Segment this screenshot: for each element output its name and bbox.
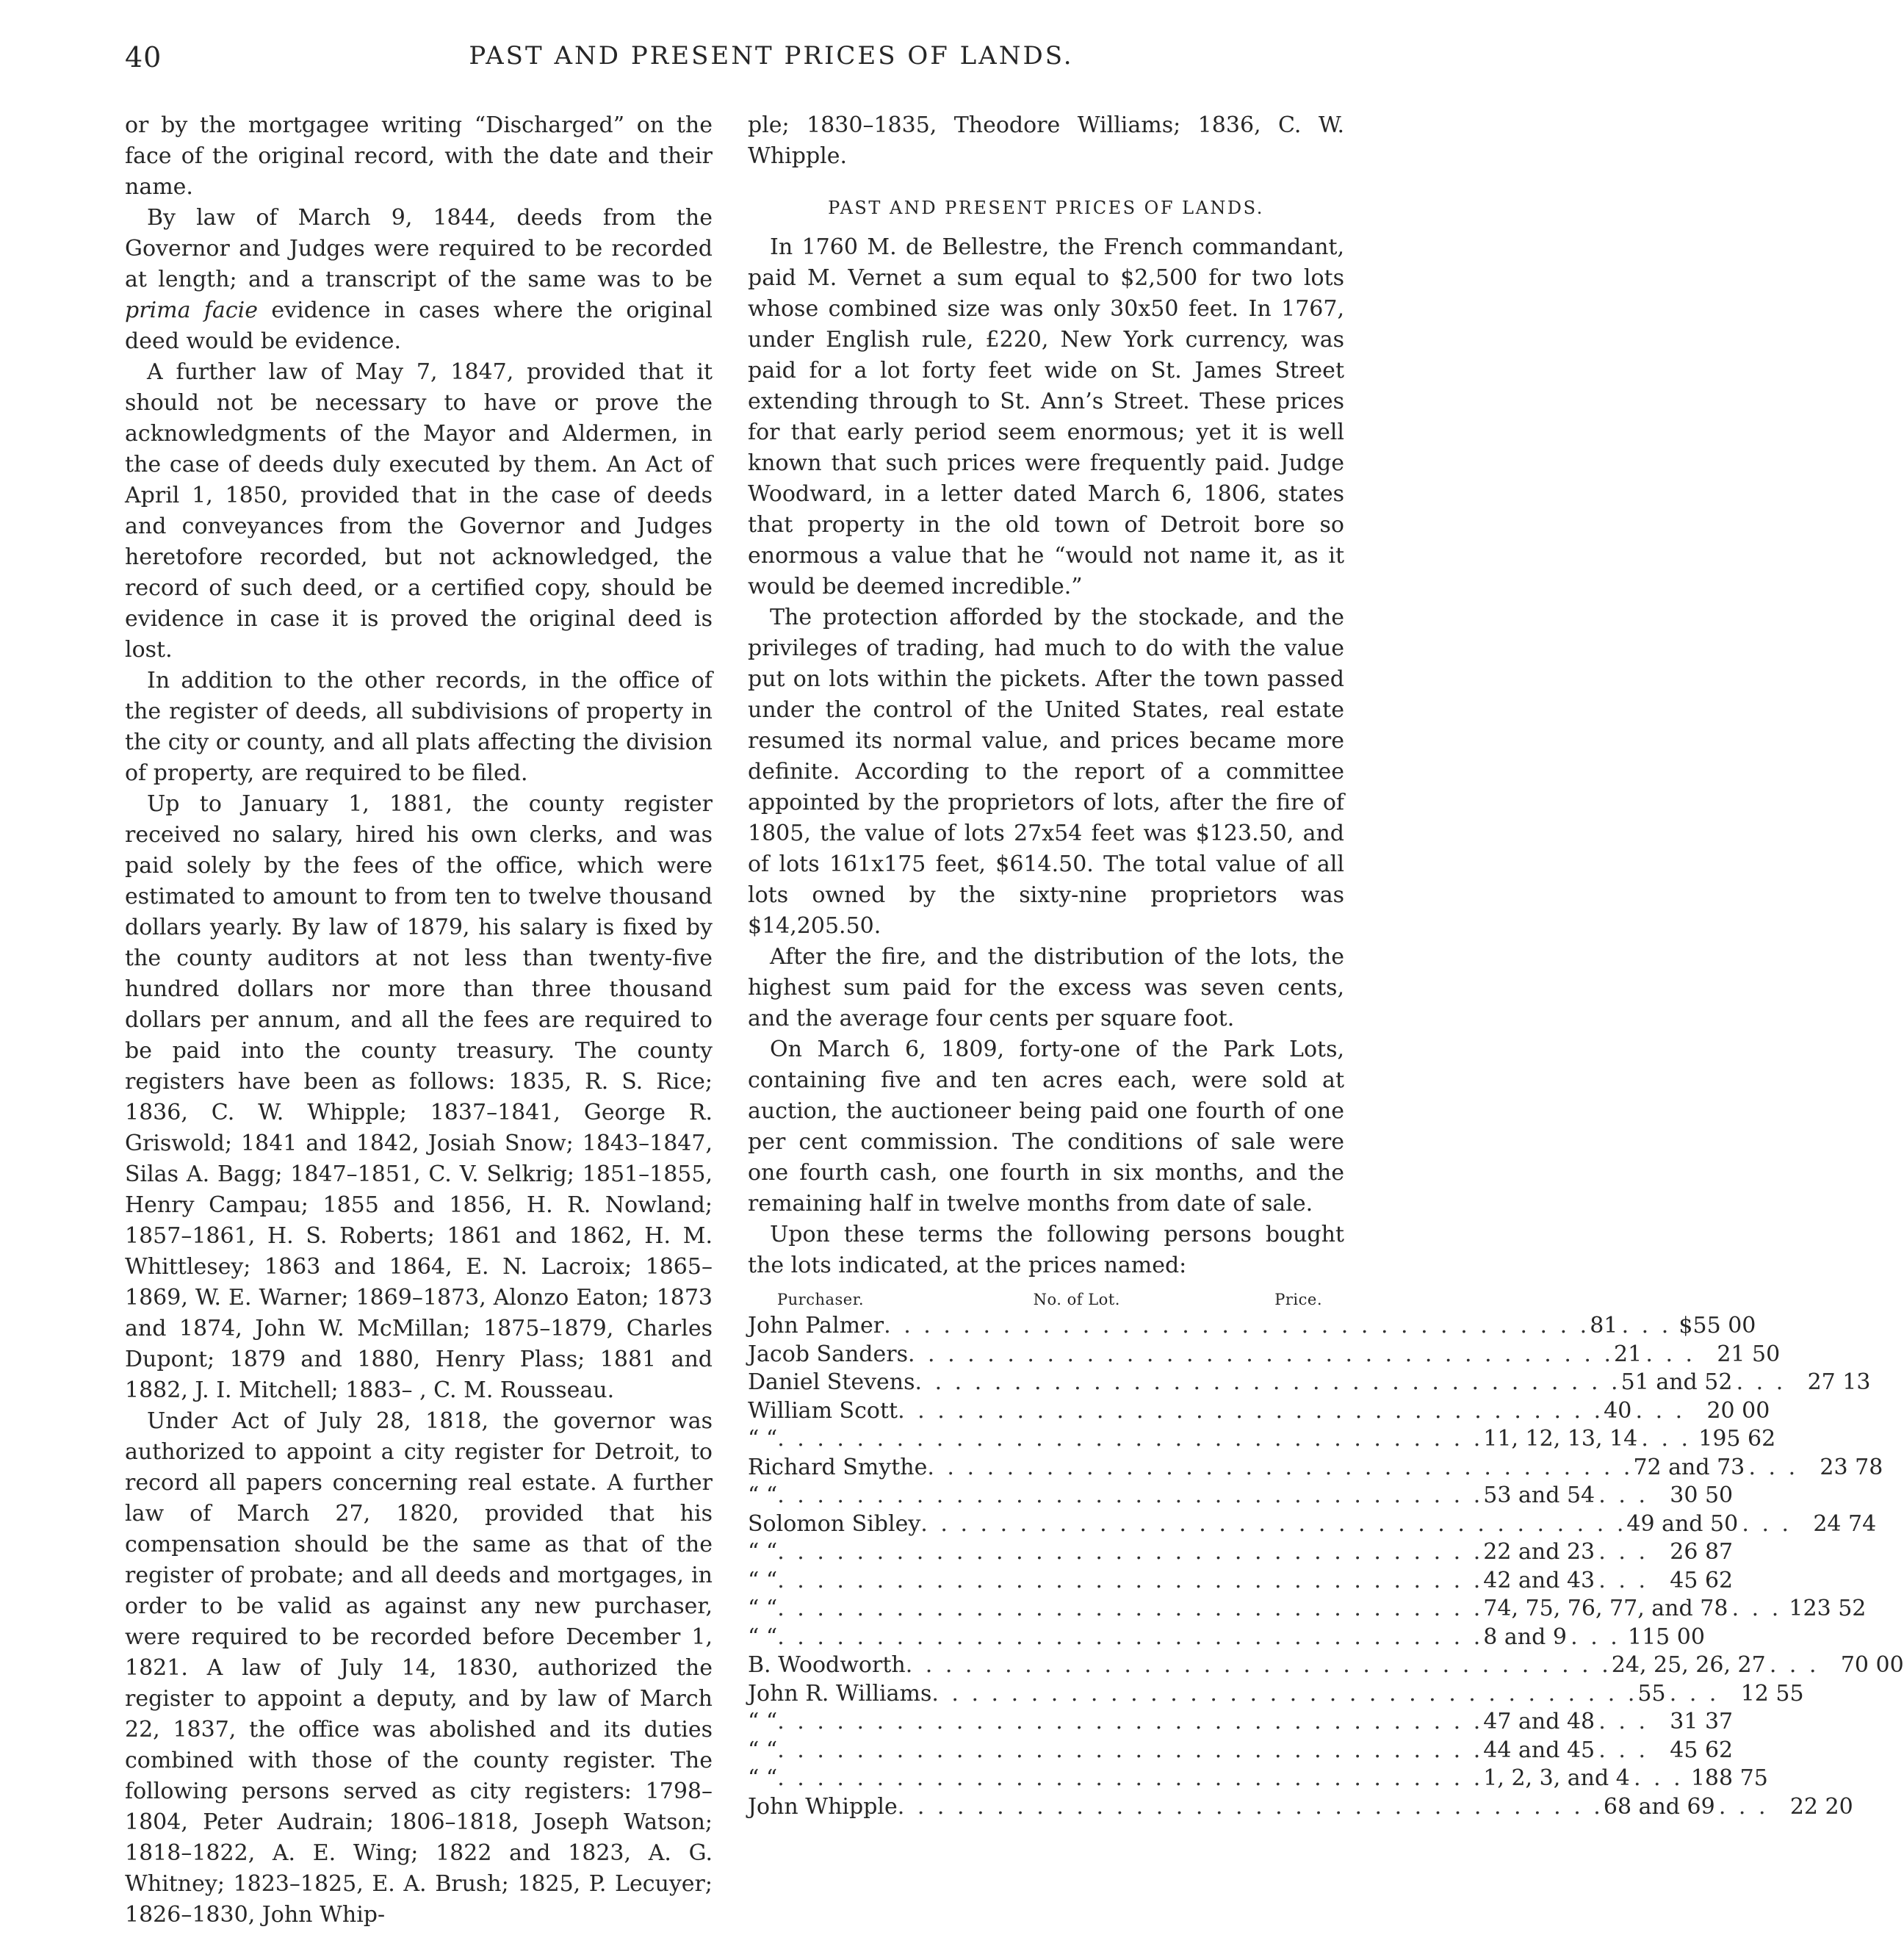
- paragraph: In addition to the other records, in the office of the register of deeds, all subdivisions of property in the city or county, and all plats affecting the division of property, are required to be filed.: [125, 668, 713, 786]
- purchaser-cell: John R. Williams: [748, 1680, 932, 1707]
- running-title: PAST AND PRESENT PRICES OF LANDS.: [469, 41, 1074, 71]
- lot-cell: 1, 2, 3, and 4: [1483, 1765, 1630, 1791]
- lot-cell: 72 and 73: [1633, 1454, 1745, 1480]
- table-row: [748, 1624, 1705, 1652]
- leader-dots: . . . . . . . . . . . . . . . . . . . . . . . . . . . . . . . . . . . .: [905, 1652, 1612, 1678]
- table-row: [748, 1680, 1804, 1709]
- leader-dots: . . .: [1571, 1624, 1620, 1650]
- price-cell: 12 55: [1740, 1680, 1804, 1707]
- leader-dots: . . .: [1645, 1341, 1696, 1367]
- table-row: [748, 1737, 1734, 1765]
- lot-cell: 55: [1637, 1680, 1666, 1707]
- leader-dots: . . . . . . . . . . . . . . . . . . . . . . . . . . . . . . . . . . . .: [777, 1482, 1484, 1508]
- lot-cell: 53 and 54: [1483, 1482, 1595, 1508]
- price-cell: 45 62: [1670, 1737, 1734, 1763]
- leader-dots: . . .: [1598, 1539, 1648, 1565]
- column-header-purchaser: Purchaser.: [777, 1291, 865, 1308]
- purchaser-cell: “ “: [748, 1709, 778, 1734]
- column-header-price: Price.: [1274, 1291, 1322, 1308]
- leader-dots: . . . . . . . . . . . . . . . . . . . . . . . . . . . . . . . . . . . .: [920, 1510, 1627, 1537]
- lot-cell: 11, 12, 13, 14: [1483, 1426, 1638, 1452]
- paragraph: or by the mortgagee writing “Discharged” on the face of the original record, with the date and their name.: [125, 112, 713, 200]
- paragraph: ple; 1830–1835, Theodore Williams; 1836, C. W. Whipple.: [748, 112, 1344, 169]
- lot-cell: 44 and 45: [1483, 1737, 1595, 1763]
- leader-dots: . . . . . . . . . . . . . . . . . . . . . . . . . . . . . . . . . . . .: [884, 1313, 1590, 1338]
- lot-cell: 8 and 9: [1483, 1624, 1567, 1650]
- table-row: [748, 1595, 1867, 1624]
- table-row: [748, 1567, 1734, 1596]
- paragraph: A further law of May 7, 1847, provided that it should not be necessary to have or prove the acknowledgments of the Mayor and Aldermen, in the case of deeds duly executed by them. An Act of April 1, 1850, provided that in the case of deeds and conveyances from the Governor and Judges heretofore recorded, but not acknowledged, the record of such deed, or a certified copy, should be evidence in case it is proved the original deed is lost.: [125, 359, 713, 663]
- purchaser-cell: William Scott: [748, 1397, 898, 1424]
- table-row: [748, 1312, 1756, 1341]
- page-number: 40: [125, 41, 162, 73]
- paragraph: The protection afforded by the stockade, and the privileges of trading, had much to do with the value put on lots within the pickets. After the town passed under the control of the United States, real estate resumed its normal value, and prices became more definite. According to the report of a committee appointed by the proprietors of lots, after the fire of 1805, the value of lots 27x54 feet was $123.50, and of lots 161x175 feet, $614.50. The total value of all lots owned by the sixty-nine proprietors was $14,205.50.: [748, 605, 1344, 939]
- lot-cell: 47 and 48: [1483, 1709, 1595, 1734]
- leader-dots: . . . . . . . . . . . . . . . . . . . . . . . . . . . . . . . . . . . .: [777, 1539, 1484, 1565]
- price-cell: $55 00: [1678, 1313, 1756, 1338]
- leader-dots: . . .: [1598, 1709, 1648, 1734]
- leader-dots: . . .: [1718, 1793, 1769, 1820]
- lot-cell: 40: [1604, 1397, 1632, 1424]
- paragraph: On March 6, 1809, forty-one of the Park Lots, containing five and ten acres each, were sold at auction, the auctioneer being paid one fourth of one per cent commission. The conditions of sale were one fourth cash, one fourth in six months, and the remaining half in twelve months from date of sale.: [748, 1037, 1344, 1217]
- lot-cell: 68 and 69: [1603, 1793, 1715, 1820]
- purchaser-cell: “ “: [748, 1737, 778, 1763]
- purchaser-cell: “ “: [748, 1765, 778, 1791]
- leader-dots: . . .: [1669, 1680, 1720, 1707]
- purchaser-cell: “ “: [748, 1624, 778, 1650]
- leader-dots: . . .: [1731, 1596, 1782, 1621]
- purchaser-cell: B. Woodworth: [748, 1652, 906, 1678]
- leader-dots: . . . . . . . . . . . . . . . . . . . . . . . . . . . . . . . . . . . .: [777, 1765, 1484, 1791]
- leader-dots: . . . . . . . . . . . . . . . . . . . . . . . . . . . . . . . . . . . .: [907, 1341, 1615, 1367]
- lot-cell: 81: [1590, 1313, 1618, 1338]
- leader-dots: . . .: [1621, 1313, 1672, 1338]
- price-cell: 30 50: [1670, 1482, 1734, 1508]
- lot-cell: 74, 75, 76, 77, and 78: [1483, 1596, 1728, 1621]
- price-cell: 22 20: [1789, 1793, 1853, 1820]
- left-column: [125, 110, 713, 1931]
- price-cell: 115 00: [1627, 1624, 1705, 1650]
- leader-dots: . . . . . . . . . . . . . . . . . . . . . . . . . . . . . . . . . . . .: [777, 1624, 1484, 1650]
- leader-dots: . . .: [1748, 1454, 1799, 1480]
- price-cell: 20 00: [1706, 1397, 1770, 1424]
- leader-dots: . . . . . . . . . . . . . . . . . . . . . . . . . . . . . . . . . . . .: [897, 1793, 1604, 1820]
- table-row: [748, 1510, 1877, 1539]
- paragraph: In 1760 M. de Bellestre, the French commandant, paid M. Vernet a sum equal to $2,500 for two lots whose combined size was only 30x50 feet. In 1767, under English rule, £220, New York currency, was paid for a lot forty feet wide on St. James Street extending through to St. Ann’s Street. These prices for that early period seem enormous; yet it is well known that such prices were frequently paid. Judge Woodward, in a letter dated March 6, 1806, states that property in the old town of Detroit bore so enormous a value that he “would not name it, as it would be deemed incredible.”: [748, 234, 1344, 599]
- table-header: [748, 1289, 1344, 1311]
- lot-cell: 49 and 50: [1626, 1510, 1739, 1537]
- purchaser-cell: Richard Smythe: [748, 1454, 928, 1480]
- leader-dots: . . . . . . . . . . . . . . . . . . . . . . . . . . . . . . . . . . . .: [931, 1680, 1638, 1707]
- italic-term: prima facie: [125, 298, 258, 323]
- purchaser-cell: Solomon Sibley: [748, 1510, 921, 1537]
- table-body: [748, 1312, 1904, 1821]
- table-row: [748, 1793, 1853, 1822]
- leader-dots: . . .: [1598, 1482, 1648, 1508]
- leader-dots: . . . . . . . . . . . . . . . . . . . . . . . . . . . . . . . . . . . .: [777, 1567, 1484, 1593]
- leader-dots: . . . . . . . . . . . . . . . . . . . . . . . . . . . . . . . . . . . .: [777, 1709, 1484, 1734]
- purchaser-cell: “ “: [748, 1426, 778, 1452]
- purchaser-cell: “ “: [748, 1482, 778, 1508]
- purchaser-cell: John Whipple: [748, 1793, 898, 1820]
- text-span: evidence in cases where the original deed would be evidence.: [125, 298, 713, 354]
- purchaser-cell: “ “: [748, 1539, 778, 1565]
- leader-dots: . . .: [1742, 1510, 1792, 1537]
- column-header-lot: No. of Lot.: [1033, 1291, 1120, 1308]
- paragraph: Under Act of July 28, 1818, the governor was authorized to appoint a city register for Detroit, to record all papers concerning real estate. A further law of March 27, 1820, provided that his compensation should be the same as that of the register of probate; and all deeds and mortgages, in order to be valid as against any new purchaser, were required to be recorded before December 1, 1821. A law of July 14, 1830, authorized the register to appoint a deputy, and by law of March 22, 1837, the office was abolished and its duties combined with those of the county register. The following persons served as city registers: 1798–1804, Peter Audrain; 1806–1818, Joseph Watson; 1818–1822, A. E. Wing; 1822 and 1823, A. G. Whitney; 1823–1825, E. A. Brush; 1825, P. Lecuyer; 1826–1830, John Whip-: [125, 1408, 713, 1928]
- leader-dots: . . .: [1769, 1652, 1820, 1678]
- paragraph: Upon these terms the following persons bought the lots indicated, at the prices named:: [748, 1222, 1344, 1278]
- text-span: By law of March 9, 1844, deeds from the Governor and Judges were required to be recorded at length; and a transcript of the same was to be: [125, 205, 713, 292]
- price-cell: 123 52: [1789, 1596, 1867, 1621]
- price-cell: 24 74: [1813, 1510, 1877, 1537]
- leader-dots: . . .: [1598, 1737, 1648, 1763]
- section-heading: PAST AND PRESENT PRICES OF LANDS.: [828, 198, 1264, 218]
- leader-dots: . . .: [1736, 1369, 1786, 1395]
- purchaser-cell: John Palmer: [748, 1313, 884, 1338]
- table-row: [748, 1454, 1883, 1482]
- table-row: [748, 1397, 1770, 1426]
- leader-dots: . . .: [1633, 1765, 1684, 1791]
- leader-dots: . . .: [1598, 1567, 1648, 1593]
- purchaser-cell: Jacob Sanders: [748, 1341, 908, 1367]
- lot-cell: 21: [1614, 1341, 1642, 1367]
- paragraph: After the fire, and the distribution of the lots, the highest sum paid for the excess was seven cents, and the average four cents per square foot.: [748, 944, 1344, 1031]
- table-row: [748, 1369, 1871, 1397]
- leader-dots: . . . . . . . . . . . . . . . . . . . . . . . . . . . . . . . . . . . .: [927, 1454, 1634, 1480]
- leader-dots: . . . . . . . . . . . . . . . . . . . . . . . . . . . . . . . . . . . .: [777, 1737, 1484, 1763]
- table-row: [748, 1651, 1904, 1680]
- paragraph: Up to January 1, 1881, the county register received no salary, hired his own clerks, and was paid solely by the fees of the office, which were estimated to amount to from ten to twelve thousand dollars yearly. By law of 1879, his salary is fixed by the county auditors at not less than twenty-five hundred dollars nor more than three thousand dollars per annum, and all the fees are required to be paid into the county treasury. The county registers have been as follows: 1835, R. S. Rice; 1836, C. W. Whipple; 1837–1841, George R. Griswold; 1841 and 1842, Josiah Snow; 1843–1847, Silas A. Bagg; 1847–1851, C. V. Selkrig; 1851–1855, Henry Campau; 1855 and 1856, H. R. Nowland; 1857–1861, H. S. Roberts; 1861 and 1862, H. M. Whittlesey; 1863 and 1864, E. N. Lacroix; 1865–1869, W. E. Warner; 1869–1873, Alonzo Eaton; 1873 and 1874, John W. McMillan; 1875–1879, Charles Dupont; 1879 and 1880, Henry Plass; 1881 and 1882, J. I. Mitchell; 1883– , C. M. Rousseau.: [125, 791, 713, 1403]
- leader-dots: . . . . . . . . . . . . . . . . . . . . . . . . . . . . . . . . . . . .: [915, 1369, 1621, 1395]
- price-cell: 188 75: [1690, 1765, 1768, 1791]
- lot-cell: 22 and 23: [1483, 1539, 1595, 1565]
- paragraph: [125, 203, 713, 357]
- lot-cell: 24, 25, 26, 27: [1611, 1652, 1766, 1678]
- leader-dots: . . .: [1641, 1426, 1692, 1452]
- running-head: [125, 41, 1330, 85]
- table-row: [748, 1425, 1776, 1454]
- leader-dots: . . .: [1635, 1397, 1686, 1424]
- lot-cell: 42 and 43: [1483, 1567, 1595, 1593]
- purchaser-cell: Daniel Stevens: [748, 1369, 915, 1395]
- table-row: [748, 1765, 1768, 1793]
- price-cell: 27 13: [1807, 1369, 1871, 1395]
- leader-dots: . . . . . . . . . . . . . . . . . . . . . . . . . . . . . . . . . . . .: [777, 1426, 1484, 1452]
- price-cell: 70 00: [1840, 1652, 1904, 1678]
- price-cell: 195 62: [1698, 1426, 1776, 1452]
- table-row: [748, 1341, 1781, 1369]
- lot-cell: 51 and 52: [1620, 1369, 1733, 1395]
- purchaser-cell: “ “: [748, 1567, 778, 1593]
- right-column: [748, 110, 1904, 1821]
- price-cell: 31 37: [1670, 1709, 1734, 1734]
- leader-dots: . . . . . . . . . . . . . . . . . . . . . . . . . . . . . . . . . . . .: [898, 1397, 1604, 1424]
- table-row: [748, 1482, 1734, 1510]
- price-cell: 21 50: [1717, 1341, 1781, 1367]
- table-row: [748, 1708, 1734, 1737]
- price-cell: 23 78: [1820, 1454, 1883, 1480]
- purchaser-cell: “ “: [748, 1596, 778, 1621]
- price-cell: 45 62: [1670, 1567, 1734, 1593]
- lot-price-table: [748, 1289, 1904, 1821]
- price-cell: 26 87: [1670, 1539, 1734, 1565]
- leader-dots: . . . . . . . . . . . . . . . . . . . . . . . . . . . . . . . . . . . .: [777, 1596, 1484, 1621]
- table-row: [748, 1538, 1734, 1567]
